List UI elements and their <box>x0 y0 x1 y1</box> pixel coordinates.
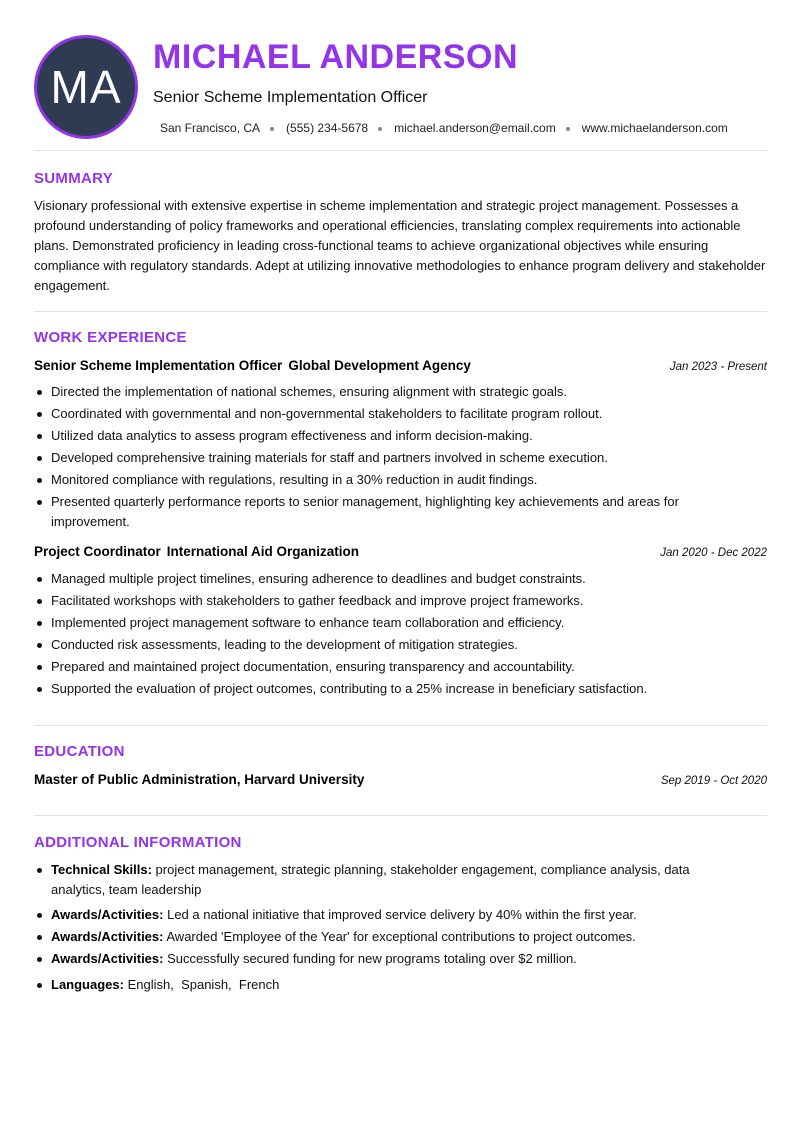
item-label: Awards/Activities: <box>51 951 164 966</box>
list-item: Utilized data analytics to assess program effectiveness and inform decision-making. <box>34 426 734 446</box>
contact-email[interactable]: michael.anderson@email.com <box>394 121 556 135</box>
separator-dot-icon <box>566 127 570 131</box>
candidate-title: Senior Scheme Implementation Officer <box>153 89 428 106</box>
item-label: Awards/Activities: <box>51 929 164 944</box>
section-divider <box>34 150 767 151</box>
summary-text: Visionary professional with extensive expertise in scheme implementation and strategic project management. Possesses a profound understanding of policy frameworks and operational efficiencies, translating complex requirements into actionable plans. Demonstrated proficiency in leading cross-functional teams to achieve organizational objectives while ensuring compliance with regulatory standards. Adept at utilizing innovative methodologies to enhance program delivery and stakeholder engagement. <box>34 198 766 293</box>
education-dates: Sep 2019 - Oct 2020 <box>660 775 767 787</box>
education-entry <box>34 772 767 787</box>
list-item: Managed multiple project timelines, ensuring adherence to deadlines and budget constraints. <box>34 569 769 589</box>
job-organization: International Aid Organization <box>166 544 360 559</box>
job-bullets <box>34 382 734 534</box>
list-item: Implemented project management software to enhance team collaboration and efficiency. <box>34 613 769 633</box>
item-text: English, Spanish, French <box>127 976 280 992</box>
list-item: Facilitated workshops with stakeholders to gather feedback and improve project frameworks. <box>34 591 769 611</box>
experience-heading: WORK EXPERIENCE <box>34 329 187 346</box>
resume-header <box>0 0 800 150</box>
contact-location: San Francisco, CA <box>160 121 261 135</box>
list-item <box>34 860 734 899</box>
contact-info <box>160 121 728 135</box>
additional-heading: ADDITIONAL INFORMATION <box>34 834 242 851</box>
job-title: Senior Scheme Implementation Officer <box>34 358 283 373</box>
item-label: Technical Skills: <box>51 862 152 877</box>
job-header <box>34 544 767 559</box>
section-divider <box>34 815 767 816</box>
job-dates: Jan 2020 - Dec 2022 <box>660 547 767 559</box>
list-item: Prepared and maintained project documentation, ensuring transparency and accountability. <box>34 657 769 677</box>
separator-dot-icon <box>378 127 382 131</box>
list-item: Directed the implementation of national schemes, ensuring alignment with strategic goals. <box>34 382 734 402</box>
additional-list <box>34 860 734 997</box>
avatar-initials: MA <box>50 61 122 113</box>
section-divider <box>34 311 767 312</box>
job-organization: Global Development Agency <box>288 358 471 373</box>
summary-heading: SUMMARY <box>34 170 114 187</box>
job-dates: Jan 2023 - Present <box>669 361 767 373</box>
list-item <box>34 975 734 995</box>
job-header <box>34 358 767 373</box>
item-text: Successfully secured funding for new programs totaling over $2 million. <box>167 951 577 966</box>
candidate-name: MICHAEL ANDERSON <box>153 38 519 76</box>
list-item: Monitored compliance with regulations, resulting in a 30% reduction in audit findings. <box>34 470 734 490</box>
item-label: Awards/Activities: <box>51 907 164 922</box>
contact-phone: (555) 234-5678 <box>286 121 369 135</box>
section-divider <box>34 725 767 726</box>
job-title: Project Coordinator <box>34 544 161 559</box>
job-title-line <box>34 358 471 373</box>
list-item <box>34 927 734 947</box>
job-title-line <box>34 544 359 559</box>
list-item <box>34 905 734 925</box>
list-item: Conducted risk assessments, leading to the development of mitigation strategies. <box>34 635 769 655</box>
job-bullets <box>34 569 769 701</box>
degree: Master of Public Administration, Harvard University <box>34 772 365 787</box>
list-item: Coordinated with governmental and non-governmental stakeholders to facilitate program rollout. <box>34 404 734 424</box>
item-text: Led a national initiative that improved service delivery by 40% within the first year. <box>167 907 637 922</box>
item-text: project management, strategic planning, stakeholder engagement, compliance analysis, data analytics, team leadership <box>51 862 690 897</box>
contact-website[interactable]: www.michaelanderson.com <box>581 121 728 135</box>
list-item: Developed comprehensive training materials for staff and partners involved in scheme execution. <box>34 448 734 468</box>
avatar <box>34 35 138 139</box>
education-heading: EDUCATION <box>34 743 125 760</box>
list-item: Supported the evaluation of project outcomes, contributing to a 25% increase in beneficiary satisfaction. <box>34 679 769 699</box>
item-text: Awarded 'Employee of the Year' for exceptional contributions to project outcomes. <box>166 929 636 944</box>
separator-dot-icon <box>270 127 274 131</box>
item-label: Languages: <box>51 976 124 992</box>
list-item: Presented quarterly performance reports to senior management, highlighting key achievements and areas for improvement. <box>34 492 734 531</box>
list-item <box>34 949 734 969</box>
